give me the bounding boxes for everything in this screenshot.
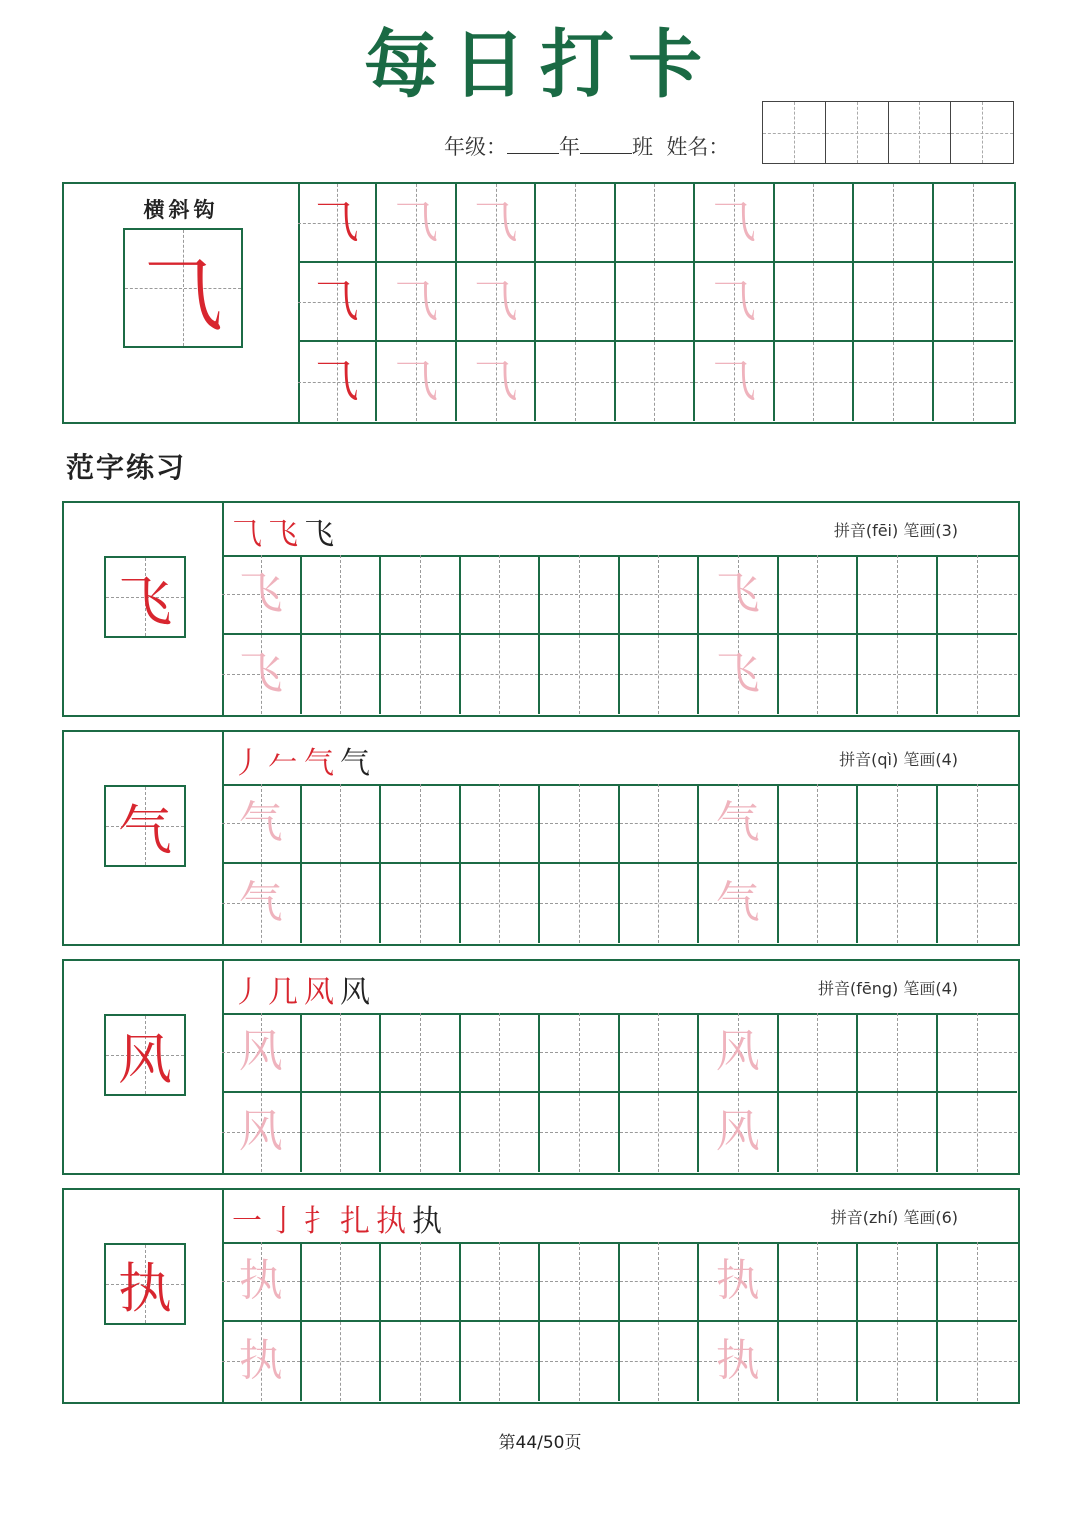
practice-cell[interactable] bbox=[699, 864, 779, 944]
name-cell[interactable] bbox=[951, 102, 1013, 163]
character-model-box bbox=[104, 1243, 186, 1325]
practice-cell[interactable] bbox=[620, 635, 700, 715]
practice-cell[interactable] bbox=[938, 635, 1018, 715]
character-block bbox=[62, 501, 1020, 717]
practice-cell[interactable] bbox=[779, 784, 859, 864]
practice-cell[interactable] bbox=[540, 864, 620, 944]
character-model-box bbox=[104, 785, 186, 867]
practice-cell[interactable] bbox=[540, 635, 620, 715]
practice-cell[interactable] bbox=[381, 1322, 461, 1402]
practice-cell[interactable] bbox=[302, 784, 382, 864]
character-practice-grid bbox=[222, 1013, 1017, 1172]
practice-cell[interactable] bbox=[298, 184, 377, 263]
practice-cell[interactable] bbox=[540, 1093, 620, 1173]
practice-cell[interactable] bbox=[222, 784, 302, 864]
practice-cell[interactable] bbox=[858, 1013, 938, 1093]
trace-glyph: 风 bbox=[238, 1025, 283, 1077]
stroke-order bbox=[232, 509, 340, 553]
year-unit: 年 bbox=[559, 135, 580, 159]
practice-cell[interactable] bbox=[461, 1242, 541, 1322]
character-model-box bbox=[104, 556, 186, 638]
stroke-order-step: 丿 bbox=[232, 746, 268, 781]
practice-cell[interactable] bbox=[222, 1013, 302, 1093]
practice-cell[interactable] bbox=[854, 184, 933, 263]
practice-cell[interactable] bbox=[779, 864, 859, 944]
practice-cell[interactable] bbox=[779, 1322, 859, 1402]
practice-cell[interactable] bbox=[381, 784, 461, 864]
practice-cell[interactable] bbox=[461, 864, 541, 944]
stroke-order-step: 气 bbox=[304, 746, 340, 781]
practice-cell[interactable] bbox=[779, 635, 859, 715]
practice-cell[interactable] bbox=[461, 784, 541, 864]
stroke-model-glyph: ⺄ bbox=[143, 248, 223, 342]
stroke-order-row bbox=[222, 1190, 1018, 1244]
trace-glyph: ⺄ bbox=[473, 196, 518, 248]
character-model-panel bbox=[64, 503, 224, 715]
trace-glyph: ⺄ bbox=[711, 196, 756, 248]
character-model-glyph: 执 bbox=[118, 1256, 172, 1320]
practice-cell[interactable] bbox=[302, 1322, 382, 1402]
practice-cell[interactable] bbox=[620, 1013, 700, 1093]
stroke-order-step: 一 bbox=[232, 1204, 268, 1239]
practice-cell[interactable] bbox=[302, 864, 382, 944]
practice-cell[interactable] bbox=[938, 1242, 1018, 1322]
practice-cell[interactable] bbox=[461, 555, 541, 635]
practice-cell[interactable] bbox=[858, 555, 938, 635]
practice-cell[interactable] bbox=[540, 1322, 620, 1402]
practice-cell[interactable] bbox=[381, 1013, 461, 1093]
practice-cell[interactable] bbox=[699, 635, 779, 715]
practice-cell[interactable] bbox=[775, 184, 854, 263]
character-model-panel bbox=[64, 1190, 224, 1402]
practice-cell[interactable] bbox=[695, 184, 774, 263]
practice-cell[interactable] bbox=[377, 184, 456, 263]
practice-cell[interactable] bbox=[779, 1242, 859, 1322]
trace-glyph: 风 bbox=[238, 1106, 283, 1158]
practice-cell[interactable] bbox=[854, 342, 933, 421]
stroke-order-row bbox=[222, 732, 1018, 786]
practice-cell[interactable] bbox=[222, 635, 302, 715]
practice-cell[interactable] bbox=[302, 1013, 382, 1093]
practice-cell[interactable] bbox=[222, 864, 302, 944]
trace-glyph: 气 bbox=[715, 877, 760, 929]
practice-cell[interactable] bbox=[381, 864, 461, 944]
practice-cell[interactable] bbox=[381, 555, 461, 635]
class-unit: 班 bbox=[632, 135, 653, 159]
practice-cell[interactable] bbox=[779, 1013, 859, 1093]
practice-cell[interactable] bbox=[695, 342, 774, 421]
character-practice-grid bbox=[222, 784, 1017, 943]
character-model-glyph: 飞 bbox=[118, 569, 172, 633]
pinyin-strokes: 拼音(fēng) 笔画(4) bbox=[817, 979, 958, 998]
practice-cell[interactable] bbox=[938, 864, 1018, 944]
stroke-order-step: 亅 bbox=[268, 1204, 304, 1239]
character-practice-grid bbox=[222, 1242, 1017, 1401]
character-model-panel bbox=[64, 732, 224, 944]
practice-cell[interactable] bbox=[938, 1322, 1018, 1402]
trace-glyph: ⺄ bbox=[473, 355, 518, 407]
character-block bbox=[62, 959, 1020, 1175]
stroke-order-step: 执 bbox=[412, 1204, 448, 1239]
practice-cell[interactable] bbox=[938, 555, 1018, 635]
practice-cell[interactable] bbox=[222, 555, 302, 635]
stroke-order-step: 飞 bbox=[268, 517, 304, 552]
stroke-order-step: 风 bbox=[304, 975, 340, 1010]
trace-glyph: ⺄ bbox=[314, 355, 359, 407]
grade-label: 年级： bbox=[444, 135, 507, 159]
practice-cell[interactable] bbox=[302, 555, 382, 635]
stroke-order-step: 执 bbox=[376, 1204, 412, 1239]
trace-glyph: ⺄ bbox=[314, 196, 359, 248]
practice-cell[interactable] bbox=[377, 263, 456, 342]
character-model-glyph: 气 bbox=[118, 798, 172, 862]
practice-cell[interactable] bbox=[938, 1093, 1018, 1173]
section-title: 范字练习 bbox=[66, 451, 187, 484]
practice-cell[interactable] bbox=[775, 342, 854, 421]
practice-cell[interactable] bbox=[222, 1322, 302, 1402]
practice-cell[interactable] bbox=[620, 1322, 700, 1402]
stroke-order-row bbox=[222, 503, 1018, 557]
trace-glyph: 飞 bbox=[238, 648, 283, 700]
practice-cell[interactable] bbox=[938, 784, 1018, 864]
practice-cell[interactable] bbox=[779, 555, 859, 635]
trace-glyph: 飞 bbox=[238, 567, 283, 619]
practice-cell[interactable] bbox=[222, 1093, 302, 1173]
practice-cell[interactable] bbox=[858, 635, 938, 715]
stroke-order-step: ⺄ bbox=[232, 517, 268, 552]
grade-blank[interactable] bbox=[507, 133, 559, 154]
trace-glyph: 风 bbox=[715, 1106, 760, 1158]
practice-cell[interactable] bbox=[540, 1242, 620, 1322]
practice-cell[interactable] bbox=[620, 864, 700, 944]
practice-cell[interactable] bbox=[695, 263, 774, 342]
practice-cell[interactable] bbox=[616, 342, 695, 421]
practice-cell[interactable] bbox=[536, 184, 615, 263]
practice-cell[interactable] bbox=[934, 342, 1013, 421]
trace-glyph: 风 bbox=[715, 1025, 760, 1077]
practice-cell[interactable] bbox=[858, 784, 938, 864]
practice-cell[interactable] bbox=[540, 1013, 620, 1093]
practice-cell[interactable] bbox=[381, 635, 461, 715]
stroke-order-step: 扎 bbox=[340, 1204, 376, 1239]
practice-cell[interactable] bbox=[620, 784, 700, 864]
trace-glyph: 执 bbox=[715, 1254, 760, 1306]
practice-cell[interactable] bbox=[858, 1242, 938, 1322]
page-title: 每日打卡 bbox=[364, 22, 716, 108]
character-model-glyph: 风 bbox=[118, 1027, 172, 1091]
practice-cell[interactable] bbox=[377, 342, 456, 421]
practice-cell[interactable] bbox=[381, 1242, 461, 1322]
practice-cell[interactable] bbox=[858, 1093, 938, 1173]
stroke-practice-box bbox=[62, 182, 1016, 424]
stroke-name: 横斜钩 bbox=[143, 198, 219, 222]
stroke-order-step: 气 bbox=[340, 746, 376, 781]
stroke-order-row bbox=[222, 961, 1018, 1015]
character-block bbox=[62, 730, 1020, 946]
stroke-practice-grid bbox=[298, 184, 1013, 421]
practice-cell[interactable] bbox=[699, 784, 779, 864]
practice-cell[interactable] bbox=[222, 1242, 302, 1322]
practice-cell[interactable] bbox=[461, 1013, 541, 1093]
practice-cell[interactable] bbox=[540, 555, 620, 635]
practice-cell[interactable] bbox=[461, 1322, 541, 1402]
name-cell[interactable] bbox=[826, 102, 889, 163]
stroke-order bbox=[232, 738, 376, 782]
practice-cell[interactable] bbox=[536, 263, 615, 342]
stroke-model-box bbox=[123, 228, 243, 348]
practice-cell[interactable] bbox=[934, 184, 1013, 263]
practice-cell[interactable] bbox=[457, 263, 536, 342]
stroke-order bbox=[232, 1196, 448, 1240]
pinyin-strokes: 拼音(zhí) 笔画(6) bbox=[830, 1208, 958, 1227]
trace-glyph: 飞 bbox=[715, 567, 760, 619]
practice-cell[interactable] bbox=[620, 1093, 700, 1173]
pinyin-strokes: 拼音(qì) 笔画(4) bbox=[839, 750, 958, 769]
name-cell[interactable] bbox=[889, 102, 952, 163]
practice-cell[interactable] bbox=[457, 342, 536, 421]
trace-glyph: 飞 bbox=[715, 648, 760, 700]
stroke-order-step: 丿 bbox=[232, 975, 268, 1010]
practice-cell[interactable] bbox=[620, 1242, 700, 1322]
practice-cell[interactable] bbox=[775, 263, 854, 342]
trace-glyph: 气 bbox=[715, 796, 760, 848]
practice-cell[interactable] bbox=[616, 184, 695, 263]
trace-glyph: ⺄ bbox=[394, 275, 439, 327]
practice-cell[interactable] bbox=[461, 1093, 541, 1173]
practice-cell[interactable] bbox=[699, 555, 779, 635]
pinyin-strokes: 拼音(fēi) 笔画(3) bbox=[833, 521, 958, 540]
practice-cell[interactable] bbox=[858, 1322, 938, 1402]
practice-cell[interactable] bbox=[457, 184, 536, 263]
practice-cell[interactable] bbox=[934, 263, 1013, 342]
practice-cell[interactable] bbox=[858, 864, 938, 944]
practice-cell[interactable] bbox=[616, 263, 695, 342]
trace-glyph: ⺄ bbox=[473, 275, 518, 327]
practice-cell[interactable] bbox=[302, 1242, 382, 1322]
trace-glyph: ⺄ bbox=[394, 355, 439, 407]
stroke-order-step: 飞 bbox=[304, 517, 340, 552]
trace-glyph: 执 bbox=[715, 1335, 760, 1387]
trace-glyph: ⺄ bbox=[711, 275, 756, 327]
character-model-panel bbox=[64, 961, 224, 1173]
trace-glyph: 气 bbox=[238, 796, 283, 848]
character-model-box bbox=[104, 1014, 186, 1096]
trace-glyph: ⺄ bbox=[314, 275, 359, 327]
practice-cell[interactable] bbox=[298, 263, 377, 342]
trace-glyph: 执 bbox=[238, 1254, 283, 1306]
character-practice-grid bbox=[222, 555, 1017, 714]
practice-cell[interactable] bbox=[699, 1322, 779, 1402]
practice-cell[interactable] bbox=[302, 1093, 382, 1173]
practice-cell[interactable] bbox=[298, 342, 377, 421]
student-info bbox=[444, 132, 729, 162]
stroke-order bbox=[232, 967, 376, 1011]
practice-cell[interactable] bbox=[699, 1093, 779, 1173]
practice-cell[interactable] bbox=[938, 1013, 1018, 1093]
trace-glyph: 执 bbox=[238, 1335, 283, 1387]
trace-glyph: ⺄ bbox=[711, 355, 756, 407]
class-blank[interactable] bbox=[580, 133, 632, 154]
stroke-order-step: 扌 bbox=[304, 1204, 340, 1239]
practice-cell[interactable] bbox=[461, 635, 541, 715]
stroke-order-step: 风 bbox=[340, 975, 376, 1010]
practice-cell[interactable] bbox=[540, 784, 620, 864]
name-grid[interactable] bbox=[762, 101, 1014, 164]
page-number: 第44/50页 bbox=[498, 1433, 582, 1453]
practice-cell[interactable] bbox=[620, 555, 700, 635]
stroke-order-step: 几 bbox=[268, 975, 304, 1010]
practice-cell[interactable] bbox=[381, 1093, 461, 1173]
practice-cell[interactable] bbox=[699, 1013, 779, 1093]
trace-glyph: 气 bbox=[238, 877, 283, 929]
stroke-order-step: 𠂉 bbox=[268, 746, 304, 781]
practice-cell[interactable] bbox=[779, 1093, 859, 1173]
practice-cell[interactable] bbox=[536, 342, 615, 421]
stroke-model-panel bbox=[64, 184, 300, 422]
practice-cell[interactable] bbox=[854, 263, 933, 342]
name-label: 姓名： bbox=[666, 135, 730, 159]
name-cell[interactable] bbox=[763, 102, 826, 163]
trace-glyph: ⺄ bbox=[394, 196, 439, 248]
practice-cell[interactable] bbox=[302, 635, 382, 715]
practice-cell[interactable] bbox=[699, 1242, 779, 1322]
character-block bbox=[62, 1188, 1020, 1404]
